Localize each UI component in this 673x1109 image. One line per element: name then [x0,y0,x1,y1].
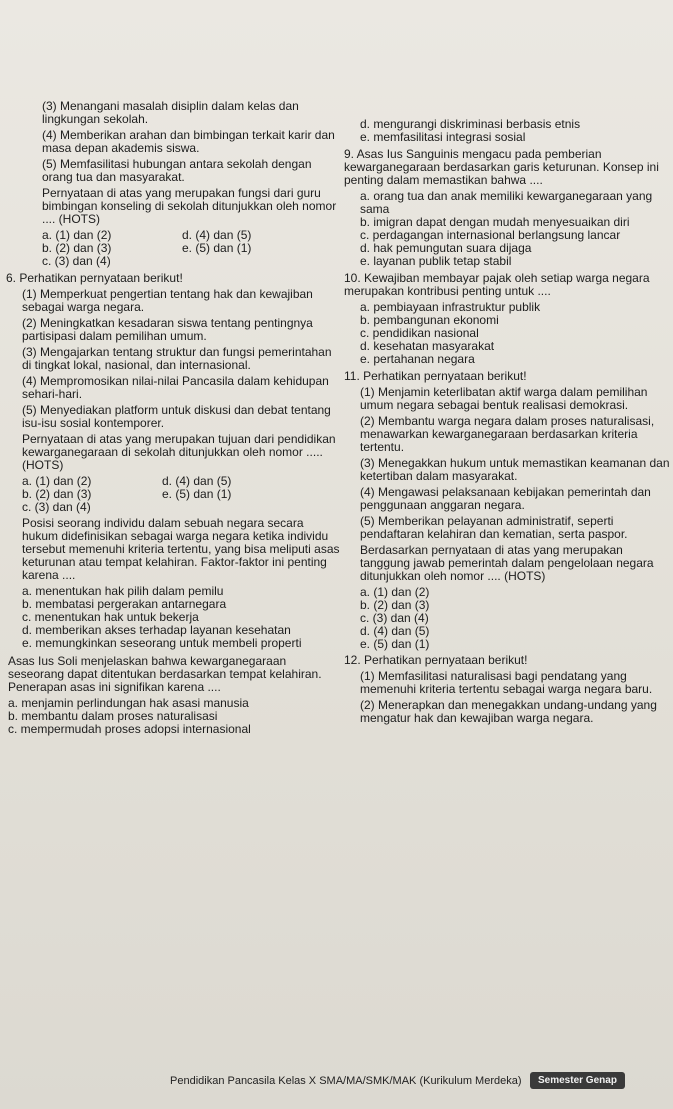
q10-option-a[interactable]: a. pembiayaan infrastruktur publik [360,300,541,314]
q9-text: 9. Asas Ius Sanguinis mengacu pada pemberian kewarganegaraan berdasarkan garis keturunan. Konsep ini penting dalam memastikan bahwa .... [344,147,659,187]
q10-option-e[interactable]: e. pertahanan negara [360,352,475,366]
q6-statement-1: (1) Memperkuat pengertian tentang hak dan kewajiban sebagai warga negara. [22,287,313,314]
q5-statement-5: (5) Memfasilitasi hubungan antara sekolah dengan orang tua dan masyarakat. [42,157,312,184]
q11-options [344,586,670,651]
q10-text: 10. Kewajiban membayar pajak oleh setiap warga negara merupakan kontribusi penting untuk .... [344,271,650,298]
q10-option-b[interactable]: b. pembangunan ekonomi [360,313,499,327]
footer-book-title: Pendidikan Pancasila Kelas X SMA/MA/SMK/MAK (Kurikulum Merdeka) [170,1075,522,1087]
q9-options [344,190,670,268]
left-column [6,100,340,736]
q6-option-a[interactable]: a. (1) dan (2) [22,474,92,488]
q11-statement-2: (2) Membantu warga negara dalam proses naturalisasi, menawarkan kewarganegaraan berdasarkan kriteria tertentu. [360,414,655,454]
q11-heading: 11. Perhatikan pernyataan berikut! [344,369,527,383]
q10-options [344,301,670,366]
q6-options [6,475,340,514]
q9-option-e[interactable]: e. layanan publik tetap stabil [360,254,512,268]
q6-statements [6,288,340,430]
q9-option-c[interactable]: c. perdagangan internasional berlangsung lancar [360,228,621,242]
q11-option-a[interactable]: a. (1) dan (2) [360,585,430,599]
q7-text: Posisi seorang individu dalam sebuah negara secara hukum didefinisikan sebagai warga negara ketika individu tersebut memenuhi kriteria tertentu, yang bisa meliputi asas keturunan atau tempat kelahiran. Faktor-faktor ini penting karena .... [22,516,340,582]
q11-prompt: Berdasarkan pernyataan di atas yang merupakan tanggung jawab pemerintah dalam pengelolaan negara ditunjukkan oleh nomor .... (HOTS) [360,543,654,583]
q5-option-e[interactable]: e. (5) dan (1) [182,241,252,255]
q5-statement-4: (4) Memberikan arahan dan bimbingan terkait karir dan masa depan akademis siswa. [42,128,335,155]
q9-option-d[interactable]: d. hak pemungutan suara dijaga [360,241,532,255]
q12-statement-1: (1) Memfasilitasi naturalisasi bagi pendatang yang memenuhi kriteria tertentu sebagai warga negara baru. [360,669,653,696]
q11-statement-1: (1) Menjamin keterlibatan aktif warga dalam pemilihan umum negara sebagai bentuk realisasi demokrasi. [360,385,648,412]
q8-option-d[interactable]: d. mengurangi diskriminasi berbasis etnis [360,117,581,131]
q8-options [6,697,340,736]
q7-option-e[interactable]: e. memungkinkan seseorang untuk membeli properti [22,636,302,650]
q7-option-a[interactable]: a. menentukan hak pilih dalam pemilu [22,584,224,598]
q6-option-b[interactable]: b. (2) dan (3) [22,487,92,501]
q11-statement-3: (3) Menegakkan hukum untuk memastikan keamanan dan ketertiban dalam masyarakat. [360,456,670,483]
q8-option-e[interactable]: e. memfasilitasi integrasi sosial [360,130,526,144]
q12-statements [344,670,670,725]
q6-statement-5: (5) Menyediakan platform untuk diskusi dan debat tentang isu-isu sosial kontemporer. [22,403,331,430]
q6-option-d[interactable]: d. (4) dan (5) [162,474,232,488]
q11-option-e[interactable]: e. (5) dan (1) [360,637,430,651]
q7-option-d[interactable]: d. memberikan akses terhadap layanan kesehatan [22,623,291,637]
q7-option-c[interactable]: c. menentukan hak untuk bekerja [22,610,199,624]
q8-text: Asas Ius Soli menjelaskan bahwa kewarganegaraan seseorang dapat ditentukan berdasarkan tempat kelahiran. Penerapan asas ini signifikan karena .... [8,654,322,694]
q11-statements [344,386,670,541]
q6-option-e[interactable]: e. (5) dan (1) [162,487,232,501]
q10-option-d[interactable]: d. kesehatan masyarakat [360,339,495,353]
q10-option-c[interactable]: c. pendidikan nasional [360,326,479,340]
q5-option-c[interactable]: c. (3) dan (4) [42,254,111,268]
q5-option-b[interactable]: b. (2) dan (3) [42,241,112,255]
q6-heading: 6. Perhatikan pernyataan berikut! [6,271,183,285]
q7-option-b[interactable]: b. membatasi pergerakan antarnegara [22,597,227,611]
q11-option-b[interactable]: b. (2) dan (3) [360,598,430,612]
q12-statement-2: (2) Menerapkan dan menegakkan undang-undang yang mengatur hak dan kewajiban warga negara. [360,698,657,725]
q8-option-a[interactable]: a. menjamin perlindungan hak asasi manusia [8,696,249,710]
q5-option-a[interactable]: a. (1) dan (2) [42,228,112,242]
q8-options-continued [344,118,670,144]
q11-statement-4: (4) Mengawasi pelaksanaan kebijakan pemerintah dan penggunaan anggaran negara. [360,485,651,512]
q6-statement-3: (3) Mengajarkan tentang struktur dan fungsi pemerintahan di tingkat lokal, nasional, dan internasional. [22,345,332,372]
right-column [344,118,670,728]
q9-option-b[interactable]: b. imigran dapat dengan mudah menyesuaikan diri [360,215,630,229]
q5-statement-3: (3) Menangani masalah disiplin dalam kelas dan lingkungan sekolah. [42,99,299,126]
q11-option-c[interactable]: c. (3) dan (4) [360,611,429,625]
q12-heading: 12. Perhatikan pernyataan berikut! [344,653,528,667]
q6-statement-2: (2) Meningkatkan kesadaran siswa tentang pentingnya partisipasi dalam pemilihan umum. [22,316,313,343]
q8-option-b[interactable]: b. membantu dalam proses naturalisasi [8,709,218,723]
q5-options [6,229,340,268]
q11-option-d[interactable]: d. (4) dan (5) [360,624,430,638]
q6-prompt: Pernyataan di atas yang merupakan tujuan dari pendidikan kewarganegaraan di sekolah ditunjukkan oleh nomor ..... (HOTS) [22,432,336,472]
q6-option-c[interactable]: c. (3) dan (4) [22,500,91,514]
q6-statement-4: (4) Mempromosikan nilai-nilai Pancasila dalam kehidupan sehari-hari. [22,374,329,401]
q7-options [6,585,340,650]
q8-option-c[interactable]: c. mempermudah proses adopsi internasional [8,722,251,736]
q9-option-a[interactable]: a. orang tua dan anak memiliki kewarganegaraan yang sama [360,189,653,216]
question-5-statements [6,100,340,184]
semester-badge: Semester Genap [530,1072,625,1089]
q11-statement-5: (5) Memberikan pelayanan administratif, seperti pendaftaran kelahiran dan kematian, serta paspor. [360,514,628,541]
q5-option-d[interactable]: d. (4) dan (5) [182,228,252,242]
q5-prompt: Pernyataan di atas yang merupakan fungsi dari guru bimbingan konseling di sekolah ditunjukkan oleh nomor .... (HOTS) [42,186,337,226]
